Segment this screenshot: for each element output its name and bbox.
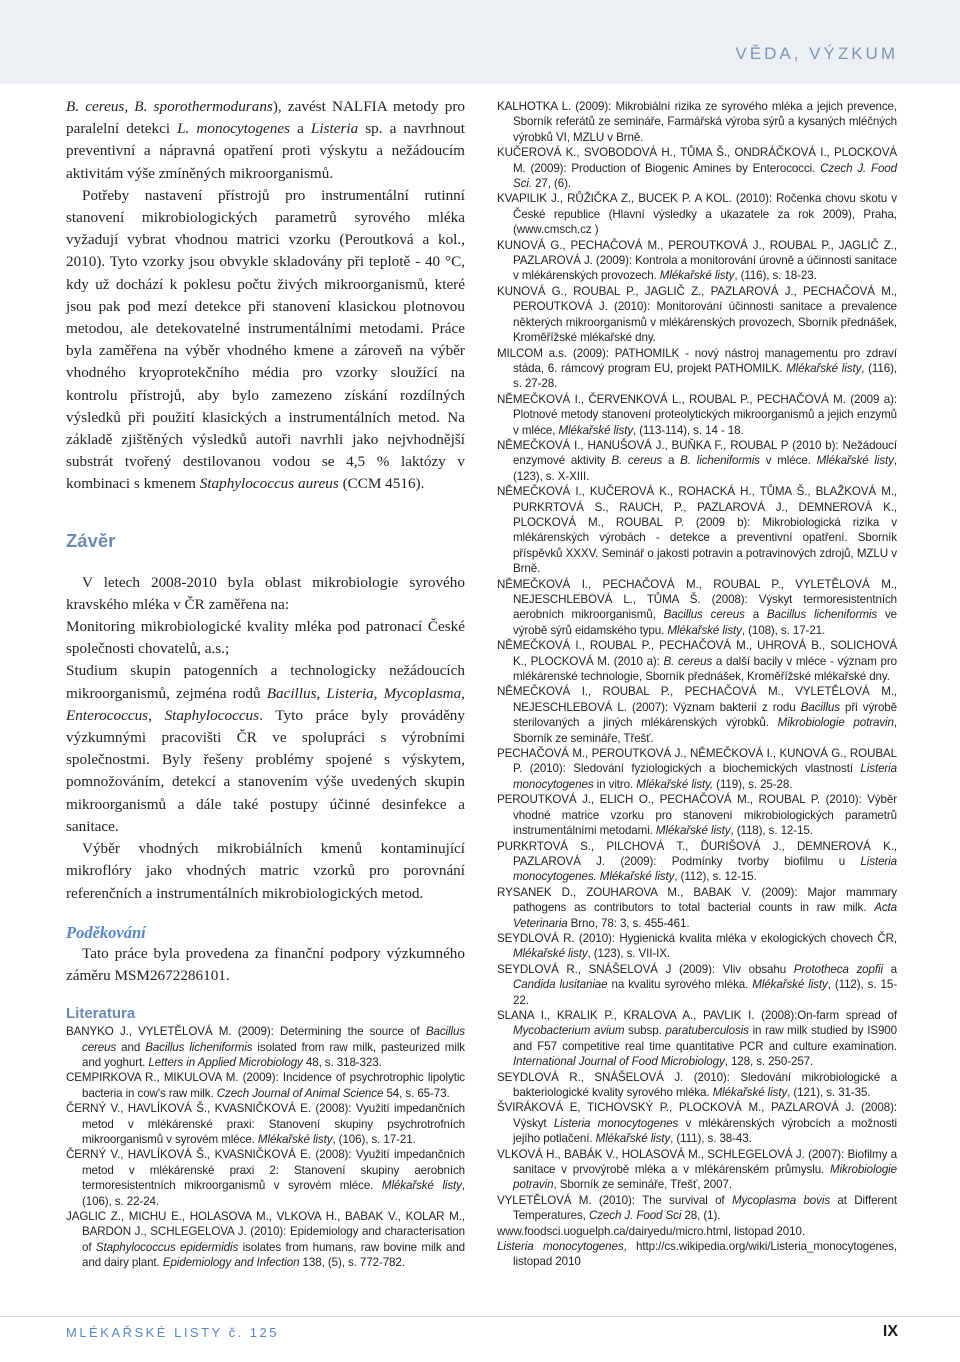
reference-entry (497, 145, 897, 191)
text-run: Monitoring mikrobiologické kvality mléka pod patronací České společnosti chovatelů, a.s.; (66, 618, 465, 658)
reference-entry (497, 577, 897, 639)
text-run: Acta Veterinaria (513, 901, 897, 930)
text-run: a (290, 120, 311, 138)
reference-entry (497, 1147, 897, 1193)
text-run: KUNOVÁ G., PECHAČOVÁ M., PEROUTKOVÁ J., ROUBAL P., JAGLIČ Z., PAZLAROVÁ J. (2009): Kontrola a monitorování úrovně a účinnosti sanitace v mlékárenských provozech. (497, 238, 897, 283)
text-run: , (113-114), s. 14 - 18. (633, 423, 744, 437)
text-run: Staphylococcus epidermidis (95, 1240, 239, 1254)
paragraph-methods (66, 185, 465, 496)
text-run: Mlékařské listy, (636, 777, 714, 791)
paragraph-intro (66, 96, 465, 185)
text-run: KUČEROVÁ K., SVOBODOVÁ H., TŮMA Š., ONDRÁČKOVÁ I., PLOCKOVÁ M. (2009): Production of Biogenic Amines by Enterococci. (497, 146, 897, 175)
reference-entry (497, 346, 897, 392)
text-run: (CCM 4516). (338, 475, 425, 493)
text-run: Czech J. Food Sci (588, 1209, 682, 1223)
text-run: Listeria monocytogenes (513, 762, 897, 791)
reference-entry (497, 1100, 897, 1146)
reference-entry (497, 1070, 897, 1101)
text-run: isolates from humans, raw bovine milk and and dairy plant. (82, 1240, 466, 1270)
reference-entry (497, 99, 897, 145)
text-run: Mlékařské listy (816, 454, 894, 468)
text-run: a (662, 454, 681, 468)
section-header: VĚDA, VÝZKUM (735, 44, 898, 63)
text-run: 48, s. 318-323. (302, 1055, 382, 1069)
text-run: Tato práce byla provedena za finanční podpory výzkumného záměru MSM2672286101. (66, 944, 465, 984)
text-run: Bacillus licheniformis (145, 1040, 253, 1054)
text-run: L. monocytogenes (177, 120, 291, 138)
reference-entry (66, 1070, 465, 1101)
text-run: BANYKO J., VYLETĚLOVÁ M. (2009): Determining the source of (66, 1025, 426, 1039)
text-run: in raw milk studied by IS900 and F57 competitive real time quantitative PCR and culture examination. (513, 1024, 897, 1053)
text-run: Mlékařské listy (786, 361, 862, 375)
text-run: NĚMEČKOVÁ I., ROUBAL P., PECHAČOVÁ M., VYLETĚLOVÁ M., NEJESCHLEBOVÁ L. (2007): Význam bakterií z rodu (497, 685, 897, 714)
reference-entry (66, 1209, 465, 1271)
reference-entry (497, 1193, 897, 1224)
text-run: subsp. (624, 1024, 666, 1038)
text-run: a další bacily v mléce - význam pro mlékárenské technologie, Sborník přednášek, Kroměřížské mlékařské dny. (513, 654, 897, 684)
reference-entry (497, 1008, 897, 1070)
text-run: ŠVIRÁKOVÁ E, TICHOVSKÝ P., PLOCKOVÁ M., PAZLAROVÁ J. (2008): Výskyt (497, 1101, 897, 1130)
text-run: at Different Temperatures, (513, 1193, 897, 1223)
text-run: Mycobacterium avium (513, 1024, 625, 1038)
text-run: and (116, 1040, 146, 1054)
text-run: SEYDLOVÁ R., SNÁŠELOVÁ J (2009): Vliv obsahu (497, 962, 794, 976)
text-run: CEMPIRKOVA R., MIKULOVA M. (2009): Incidence of psychrotrophic lipolytic bacteria in cow's raw milk. (66, 1071, 465, 1100)
text-run: Mikrobiologie potravin (777, 716, 894, 730)
text-run: ČERNÝ V., HAVLÍKOVÁ Š., KVASNIČKOVÁ E. (2008): Využití impedančních metod v mlékárenské praxi 2: Stanovení skupiny aerobních termoresistentních mikroorganismů v syrovém mléce. (66, 1148, 465, 1193)
text-run: Mlékařské listy (752, 978, 828, 992)
text-run: , Sborník ze semináře, Třešť, 2007. (553, 1178, 732, 1192)
text-run: ve výrobě sýrů eidamského typu. (513, 608, 897, 637)
text-run: PURKRTOVÁ S., PILCHOVÁ T., ĎURIŠOVÁ J., DEMNEROVÁ K., PAZLAROVÁ J. (2009): Podmínky tvorby biofilmu u (497, 839, 897, 868)
text-run: 138, (5), s. 772-782. (299, 1256, 405, 1270)
reference-entry (497, 885, 897, 931)
text-run: KUNOVÁ G., ROUBAL P., JAGLIČ Z., PAZLAROVÁ J., PECHAČOVÁ M., PEROUTKOVÁ J. (2010): Monitorování účinnosti sanitace a prevalence některých mikroorganismů v mlékárenských provozech, Sborník přednášek, Kroměřížské mlékařské dny. (497, 284, 897, 345)
text-run: B. cereus (611, 454, 663, 468)
text-run: Czech J. Food Sci. (513, 161, 898, 191)
text-run: Mlékařské listy (257, 1132, 333, 1146)
text-run: Letters in Applied Microbiology (148, 1055, 303, 1069)
text-run: isolated from raw milk, pasteurized milk and yoghurt. (82, 1040, 465, 1069)
reference-entry (497, 438, 897, 484)
text-run: International Journal of Food Microbiology (513, 1055, 725, 1069)
text-run: , (121), s. 31-35. (787, 1086, 871, 1099)
text-run: Mlékařské listy (558, 423, 634, 437)
text-run: Studium skupin patogenních a technologicky nežádoucích mikroorganismů, zejména rodů (66, 662, 465, 702)
section-heading-literatura: Literatura (66, 1005, 136, 1023)
reference-entry (497, 484, 897, 576)
reference-entry (497, 1224, 897, 1239)
footer-divider (0, 1316, 960, 1317)
text-run: , (116), s. 27-28. (513, 361, 897, 391)
text-run: Epidemiology and Infection (162, 1256, 300, 1270)
text-run: , http://cs.wikipedia.org/wiki/Listeria_monocytogenes, listopad 2010 (513, 1240, 897, 1269)
text-run: 27, (6). (531, 177, 571, 191)
text-run: , (106), s. 22-24. (82, 1179, 465, 1208)
text-run: 54, s. 65-73. (383, 1086, 450, 1100)
text-run: , (111), s. 38-43. (670, 1132, 752, 1146)
text-run: Bacillus, Listeria, Mycoplasma, Enterococcus, Staphylococcus (66, 684, 465, 724)
text-run: B. cereus (663, 654, 713, 668)
reference-entry (497, 392, 897, 438)
text-run: Czech Journal of Animal Science (216, 1086, 384, 1100)
text-run: Staphylococcus aureus (199, 475, 339, 493)
text-run: ČERNÝ V., HAVLÍKOVÁ Š., KVASNIČKOVÁ E. (2008): Využití impedančních metod v mlékárenské praxi: Stanovení skupiny psychrotrofních mikroorganismů v syrovém mléce. (66, 1102, 465, 1146)
text-run: v mléce. (759, 454, 817, 468)
text-run: B. cereus, B. sporothermodurans (66, 98, 273, 115)
text-run: in vitro. (593, 777, 637, 791)
top-band (0, 0, 960, 84)
reference-entry (497, 931, 897, 962)
text-run: NĚMEČKOVÁ I., HANUŠOVÁ J., BUŇKA F., ROUBAL P (2010 b): Nežádoucí enzymové aktivity (497, 438, 897, 468)
section-heading-podekovani: Poděkování (66, 922, 146, 942)
text-run: Listeria monocytogenes (497, 1240, 624, 1254)
text-run: Mlékařské listy (712, 1086, 788, 1099)
text-run: NĚMEČKOVÁ I., KUČEROVÁ K., ROHACKÁ H., TŮMA Š., BLAŽKOVÁ M., PURKRTOVÁ S., RAUCH, P., PAZLAROVÁ J., DEMNEROVÁ K., PLOCKOVÁ M., ROUBAL P. (2009 b): Mikrobiologická rizika v mlékárenských výrobách - detekce a preventivní opatření. Sborník příspěvků XXXV. Seminář o jakosti potravin a potravinových zdrojů, MZLU v Brně. (497, 485, 897, 576)
text-run: Mlékařské listy (667, 623, 742, 637)
reference-entry (497, 191, 897, 237)
text-run: KVAPILIK J., RŮŽIČKA Z., BUCEK P. A KOL. (2010): Ročenka chovu skotu v České republice (Hlavní výsledky a ukazatele za rok 2009), Praha, (www.cmsch.cz ) (497, 192, 897, 237)
reference-list-right (497, 99, 897, 1270)
text-run: , (123), s. X-XIII. (513, 454, 897, 483)
text-run: Mikrobiologie potravin (513, 1163, 897, 1192)
text-run: NĚMEČKOVÁ I., PECHAČOVÁ M., ROUBAL P., VYLETĚLOVÁ M., NEJESCHLEBOVÁ L., TŮMA Š. (2008): Výskyt termoresistentních aerobních mikroorganismů, (497, 577, 897, 622)
text-run: , 128, s. 250-257. (724, 1055, 814, 1069)
text-run: , (116), s. 18-23. (734, 269, 817, 283)
text-run: Mlékařské listy (381, 1179, 462, 1193)
paragraph-zaver-4 (66, 838, 465, 905)
paragraph-zaver-2 (66, 616, 465, 660)
text-run: a (744, 608, 767, 622)
reference-entry (497, 684, 897, 746)
reference-entry (497, 746, 897, 792)
reference-entry (497, 792, 897, 838)
text-run: RYSANEK D., ZOUHAROVA M., BABAK V. (2009): Major mammary pathogens as contributors to total bacterial counts in raw milk. (497, 885, 897, 915)
journal-name: MLÉKAŘSKÉ LISTY č. 125 (66, 1325, 279, 1340)
text-run: 28, (1). (681, 1209, 721, 1223)
text-run: Mycoplasma bovis (731, 1193, 831, 1207)
text-run: , (108), s. 17-21. (741, 623, 826, 637)
text-run: Potřeby nastavení přístrojů pro instrumentální rutinní stanovení mikrobiologických parametrů syrového mléka vyžadují vybrat vhodnou matrici vzorku (Peroutková a kol., 2010). Tyto vzorky jsou obvykle skladovány při teplotě - 40 °C, kdy už dochází k poklesu počtu živých mikroorganismů, které jsou pak pod mezí detekce při stanovení klasickou plotnovou metodou, ale detekovatelné instrumentálními metodami. Práce byla zaměřena na výběr vhodného kmene a zároveň na výběr vhodného kryoprotekčního média pro vzorky sloužící na kontrolu přístrojů, aby bylo zamezeno získání rozdílných výsledků při použití klasických a instrumentálních metod. Na základě zjištěných výsledků autoři navrhli jako nejvhodnější substrát tvořený destilovanou vodou se 4,5 % laktózy v kombinaci s kmenem (66, 186, 465, 493)
text-run: www.foodsci.uoguelph.ca/dairyedu/micro.html, listopad 2010. (497, 1224, 805, 1238)
paragraph-zaver-3 (66, 660, 465, 838)
text-run: , (123), s. VII-IX. (587, 947, 671, 961)
text-run: Mlékařské listy (513, 947, 588, 961)
text-run: Bacillus licheniformis (766, 608, 878, 622)
page-number: IX (882, 1323, 898, 1340)
text-run: , Sborník ze semináře, Třešť. (513, 716, 898, 745)
text-run: , (112), s. 15-22. (513, 978, 897, 1007)
reference-entry (497, 839, 897, 885)
section-heading-zaver: Závěr (66, 529, 116, 551)
text-run: Prototheca zopfii (793, 962, 883, 976)
reference-entry (497, 638, 897, 684)
text-run: Brno, 78: 3, s. 455-461. (567, 916, 690, 930)
paragraph-podekovani (66, 943, 465, 987)
left-column (66, 96, 465, 1271)
text-run: Mlékařské listy (595, 1132, 671, 1146)
paragraph-zaver-1 (66, 572, 465, 616)
text-run: Bacillus cereus (82, 1025, 465, 1054)
text-run: NĚMEČKOVÁ I., ČERVENKOVÁ L., ROUBAL P., PECHAČOVÁ M. (2009 a): Plotnové metody stanovení proteolytických mikroorganismů a jejich enzymů v mléce, (497, 392, 897, 437)
reference-entry (497, 1239, 897, 1270)
text-run: VYLETĚLOVÁ M. (2010): The survival of (497, 1193, 732, 1207)
text-run: a (882, 962, 897, 976)
text-run: Listeria (310, 120, 359, 138)
text-run: v mlékárenských výrobcích a možnosti jejího potlačení. (513, 1116, 897, 1146)
text-run: Listeria monocytogenes (553, 1116, 679, 1130)
text-run: . Tyto práce byly prováděny výzkumnými pracovišti ČR ve spolupráci s výrobními společnostmi. Byly řešeny problémy spojené s výskytem, pomnožováním, detekcí a stanovením výše uvedených skupin mikroorganismů a dále také postupy účinné desinfekce a sanitace. (66, 706, 465, 835)
text-run: , (106), s. 17-21. (332, 1132, 416, 1146)
text-run: Listeria monocytogenes. Mlékařské listy (513, 854, 897, 884)
text-run: B. licheniformis (680, 454, 760, 468)
reference-entry (497, 238, 897, 284)
text-run: JAGLIC Z., MICHU E., HOLASOVA M., VLKOVA H., BABAK V., KOLAR M., BARDON J., SCHLEGELOVA J. (2010): Epidemiology and characterisation of (66, 1209, 465, 1254)
text-run: V letech 2008-2010 byla oblast mikrobiologie syrového kravského mléka v ČR zaměřena na: (66, 573, 465, 613)
text-run: Candida lusitaniae (513, 978, 608, 992)
reference-entry (66, 1024, 465, 1070)
text-run: NĚMEČKOVÁ I., ROUBAL P., PECHAČOVÁ M., UHROVÁ B., SOLICHOVÁ K., PLOCKOVÁ M. (2010 a): (497, 639, 897, 668)
text-run: VLKOVÁ H., BABÁK V., HOLASOVÁ M., SCHLEGELOVÁ J. (2007): Biofilmy a sanitace v prvovýrobě mléka a v mlékárenském průmyslu. (497, 1147, 897, 1177)
reference-entry (497, 962, 897, 1008)
text-run: , (118), s. 12-15. (730, 824, 813, 838)
text-run: Bacillus (800, 700, 840, 714)
text-run: SLANA I., KRALIK P., KRALOVA A., PAVLIK I. (2008):On-farm spread of (497, 1008, 897, 1022)
reference-entry (66, 1147, 465, 1209)
text-run: Mlékařské listy (659, 269, 735, 283)
reference-entry (497, 284, 897, 346)
text-run: při výrobě sterilovaných a jiných mlékárenských výrobků. (513, 700, 897, 730)
text-run: Bacillus cereus (663, 608, 745, 622)
text-run: na kvalitu syrového mléka. (607, 978, 753, 992)
text-run: sp. a navrhnout preventivní a nápravná opatření proti výskytu a nežádoucím aktivitám výše zmíněných mikroorganismů. (66, 120, 465, 182)
text-run: ), zavést NALFIA metody pro paralelní detekci (66, 98, 465, 138)
text-run: Mlékařské listy (655, 824, 731, 838)
text-run: paratuberculosis (665, 1024, 749, 1038)
text-run: PECHAČOVÁ M., PEROUTKOVÁ J., NĚMEČKOVÁ I., KUNOVÁ G., ROUBAL P. (2010): Sledování fyziologických a biochemických vlastností (497, 747, 897, 776)
reference-entry (66, 1101, 465, 1147)
text-run: SEYDLOVÁ R., SNÁŠELOVÁ J. (2010): Sledování mikrobiologické a bakteriologické kvality syrového mléka. (497, 1070, 897, 1099)
text-run: Výběr vhodných mikrobiálních kmenů kontaminující mikroflóry jako vhodných matric vzorků pro porovnání referenčních a instrumentálních mikrobiologických metod. (66, 840, 465, 902)
text-run: KALHOTKA L. (2009): Mikrobiální rizika ze syrového mléka a jejich prevence, Sborník referátů ze semináře, Farmářská výroba sýrů a kysaných mléčných výrobků VI, MZLU v Brně. (497, 100, 897, 144)
text-run: MILCOM a.s. (2009): PATHOMILK - nový nástroj managementu pro zdraví stáda, 6. rámcový program EU, projekt PATHOMILK. (497, 346, 897, 375)
text-run: , (112), s. 12-15. (674, 870, 757, 884)
text-run: (119), s. 25-28. (713, 777, 793, 791)
reference-list-left (66, 1024, 465, 1271)
right-column (497, 99, 897, 1270)
text-run: SEYDLOVÁ R. (2010): Hygienická kvalita mléka v ekologických chovech ČR, (497, 931, 897, 945)
text-run: PEROUTKOVÁ J., ELICH O., PECHAČOVÁ M., ROUBAL P. (2010): Výběr vhodné matrice vzorku pro stanovení mikrobiologických parametrů instrumentálními metodami. (497, 793, 897, 838)
